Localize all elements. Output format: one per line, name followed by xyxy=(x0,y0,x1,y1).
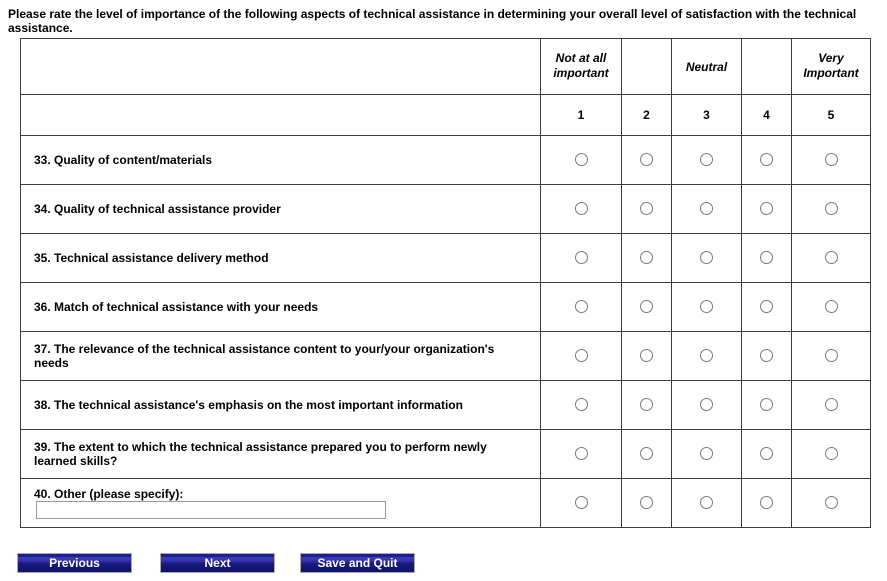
radio-q39-5[interactable] xyxy=(825,447,838,460)
question-row-37 xyxy=(21,332,871,381)
question-label-35: 35. Technical assistance delivery method xyxy=(21,234,541,283)
question-row-33 xyxy=(21,136,871,185)
radio-q33-4[interactable] xyxy=(760,153,773,166)
radio-q39-4[interactable] xyxy=(760,447,773,460)
scale-label-not-at-all-important: Not at all important xyxy=(553,51,609,80)
radio-q40-1[interactable] xyxy=(575,496,588,509)
other-specify-input[interactable] xyxy=(36,501,386,519)
radio-q40-4[interactable] xyxy=(760,496,773,509)
radio-q38-1[interactable] xyxy=(575,398,588,411)
header-empty-cell xyxy=(21,39,541,95)
radio-q36-3[interactable] xyxy=(700,300,713,313)
radio-q34-5[interactable] xyxy=(825,202,838,215)
radio-q36-4[interactable] xyxy=(760,300,773,313)
radio-q34-2[interactable] xyxy=(640,202,653,215)
radio-q39-1[interactable] xyxy=(575,447,588,460)
scale-number-row xyxy=(21,95,871,136)
radio-q33-3[interactable] xyxy=(700,153,713,166)
radio-q40-2[interactable] xyxy=(640,496,653,509)
radio-q38-5[interactable] xyxy=(825,398,838,411)
radio-q34-4[interactable] xyxy=(760,202,773,215)
scale-number-2: 2 xyxy=(643,108,650,122)
question-row-38 xyxy=(21,381,871,430)
radio-q40-5[interactable] xyxy=(825,496,838,509)
question-label-37: 37. The relevance of the technical assistance content to your/your organization's needs xyxy=(21,332,541,381)
question-row-34 xyxy=(21,185,871,234)
radio-q35-1[interactable] xyxy=(575,251,588,264)
radio-q35-3[interactable] xyxy=(700,251,713,264)
scale-number-3: 3 xyxy=(703,108,710,122)
scale-number-4: 4 xyxy=(763,108,770,122)
question-label-40: 40. Other (please specify): xyxy=(34,487,184,501)
question-label-36: 36. Match of technical assistance with your needs xyxy=(21,283,541,332)
radio-q38-2[interactable] xyxy=(640,398,653,411)
scale-header-row xyxy=(21,39,871,95)
radio-q35-5[interactable] xyxy=(825,251,838,264)
question-label-33: 33. Quality of content/materials xyxy=(21,136,541,185)
scale-number-1: 1 xyxy=(577,108,585,122)
radio-q33-5[interactable] xyxy=(825,153,838,166)
radio-q36-2[interactable] xyxy=(640,300,653,313)
radio-q39-3[interactable] xyxy=(700,447,713,460)
question-label-38: 38. The technical assistance's emphasis on the most important information xyxy=(21,381,541,430)
radio-q36-5[interactable] xyxy=(825,300,838,313)
radio-q35-2[interactable] xyxy=(640,251,653,264)
scale-label-neutral: Neutral xyxy=(685,59,728,74)
radio-q34-1[interactable] xyxy=(575,202,588,215)
scale-number-5: 5 xyxy=(827,108,835,122)
radio-q38-3[interactable] xyxy=(700,398,713,411)
question-label-39: 39. The extent to which the technical assistance prepared you to perform newly learned skills? xyxy=(21,430,541,479)
page-title: Please rate the level of importance of the following aspects of technical assistance in determining your overall level of satisfaction with the technical assistance. xyxy=(8,7,857,35)
question-row-40 xyxy=(21,479,871,528)
scale-label-very-important: Very Important xyxy=(803,51,859,80)
save-and-quit-button[interactable]: Save and Quit xyxy=(300,553,415,573)
question-row-36 xyxy=(21,283,871,332)
importance-rating-table xyxy=(20,38,871,528)
question-row-39 xyxy=(21,430,871,479)
radio-q33-2[interactable] xyxy=(640,153,653,166)
next-button[interactable]: Next xyxy=(160,553,275,573)
question-row-35 xyxy=(21,234,871,283)
radio-q39-2[interactable] xyxy=(640,447,653,460)
radio-q36-1[interactable] xyxy=(575,300,588,313)
radio-q37-4[interactable] xyxy=(760,349,773,362)
radio-q40-3[interactable] xyxy=(700,496,713,509)
radio-q33-1[interactable] xyxy=(575,153,588,166)
previous-button[interactable]: Previous xyxy=(17,553,132,573)
header-empty-cell xyxy=(21,95,541,136)
radio-q38-4[interactable] xyxy=(760,398,773,411)
radio-q37-3[interactable] xyxy=(700,349,713,362)
radio-q37-5[interactable] xyxy=(825,349,838,362)
question-label-34: 34. Quality of technical assistance provider xyxy=(21,185,541,234)
radio-q35-4[interactable] xyxy=(760,251,773,264)
radio-q37-1[interactable] xyxy=(575,349,588,362)
radio-q34-3[interactable] xyxy=(700,202,713,215)
radio-q37-2[interactable] xyxy=(640,349,653,362)
